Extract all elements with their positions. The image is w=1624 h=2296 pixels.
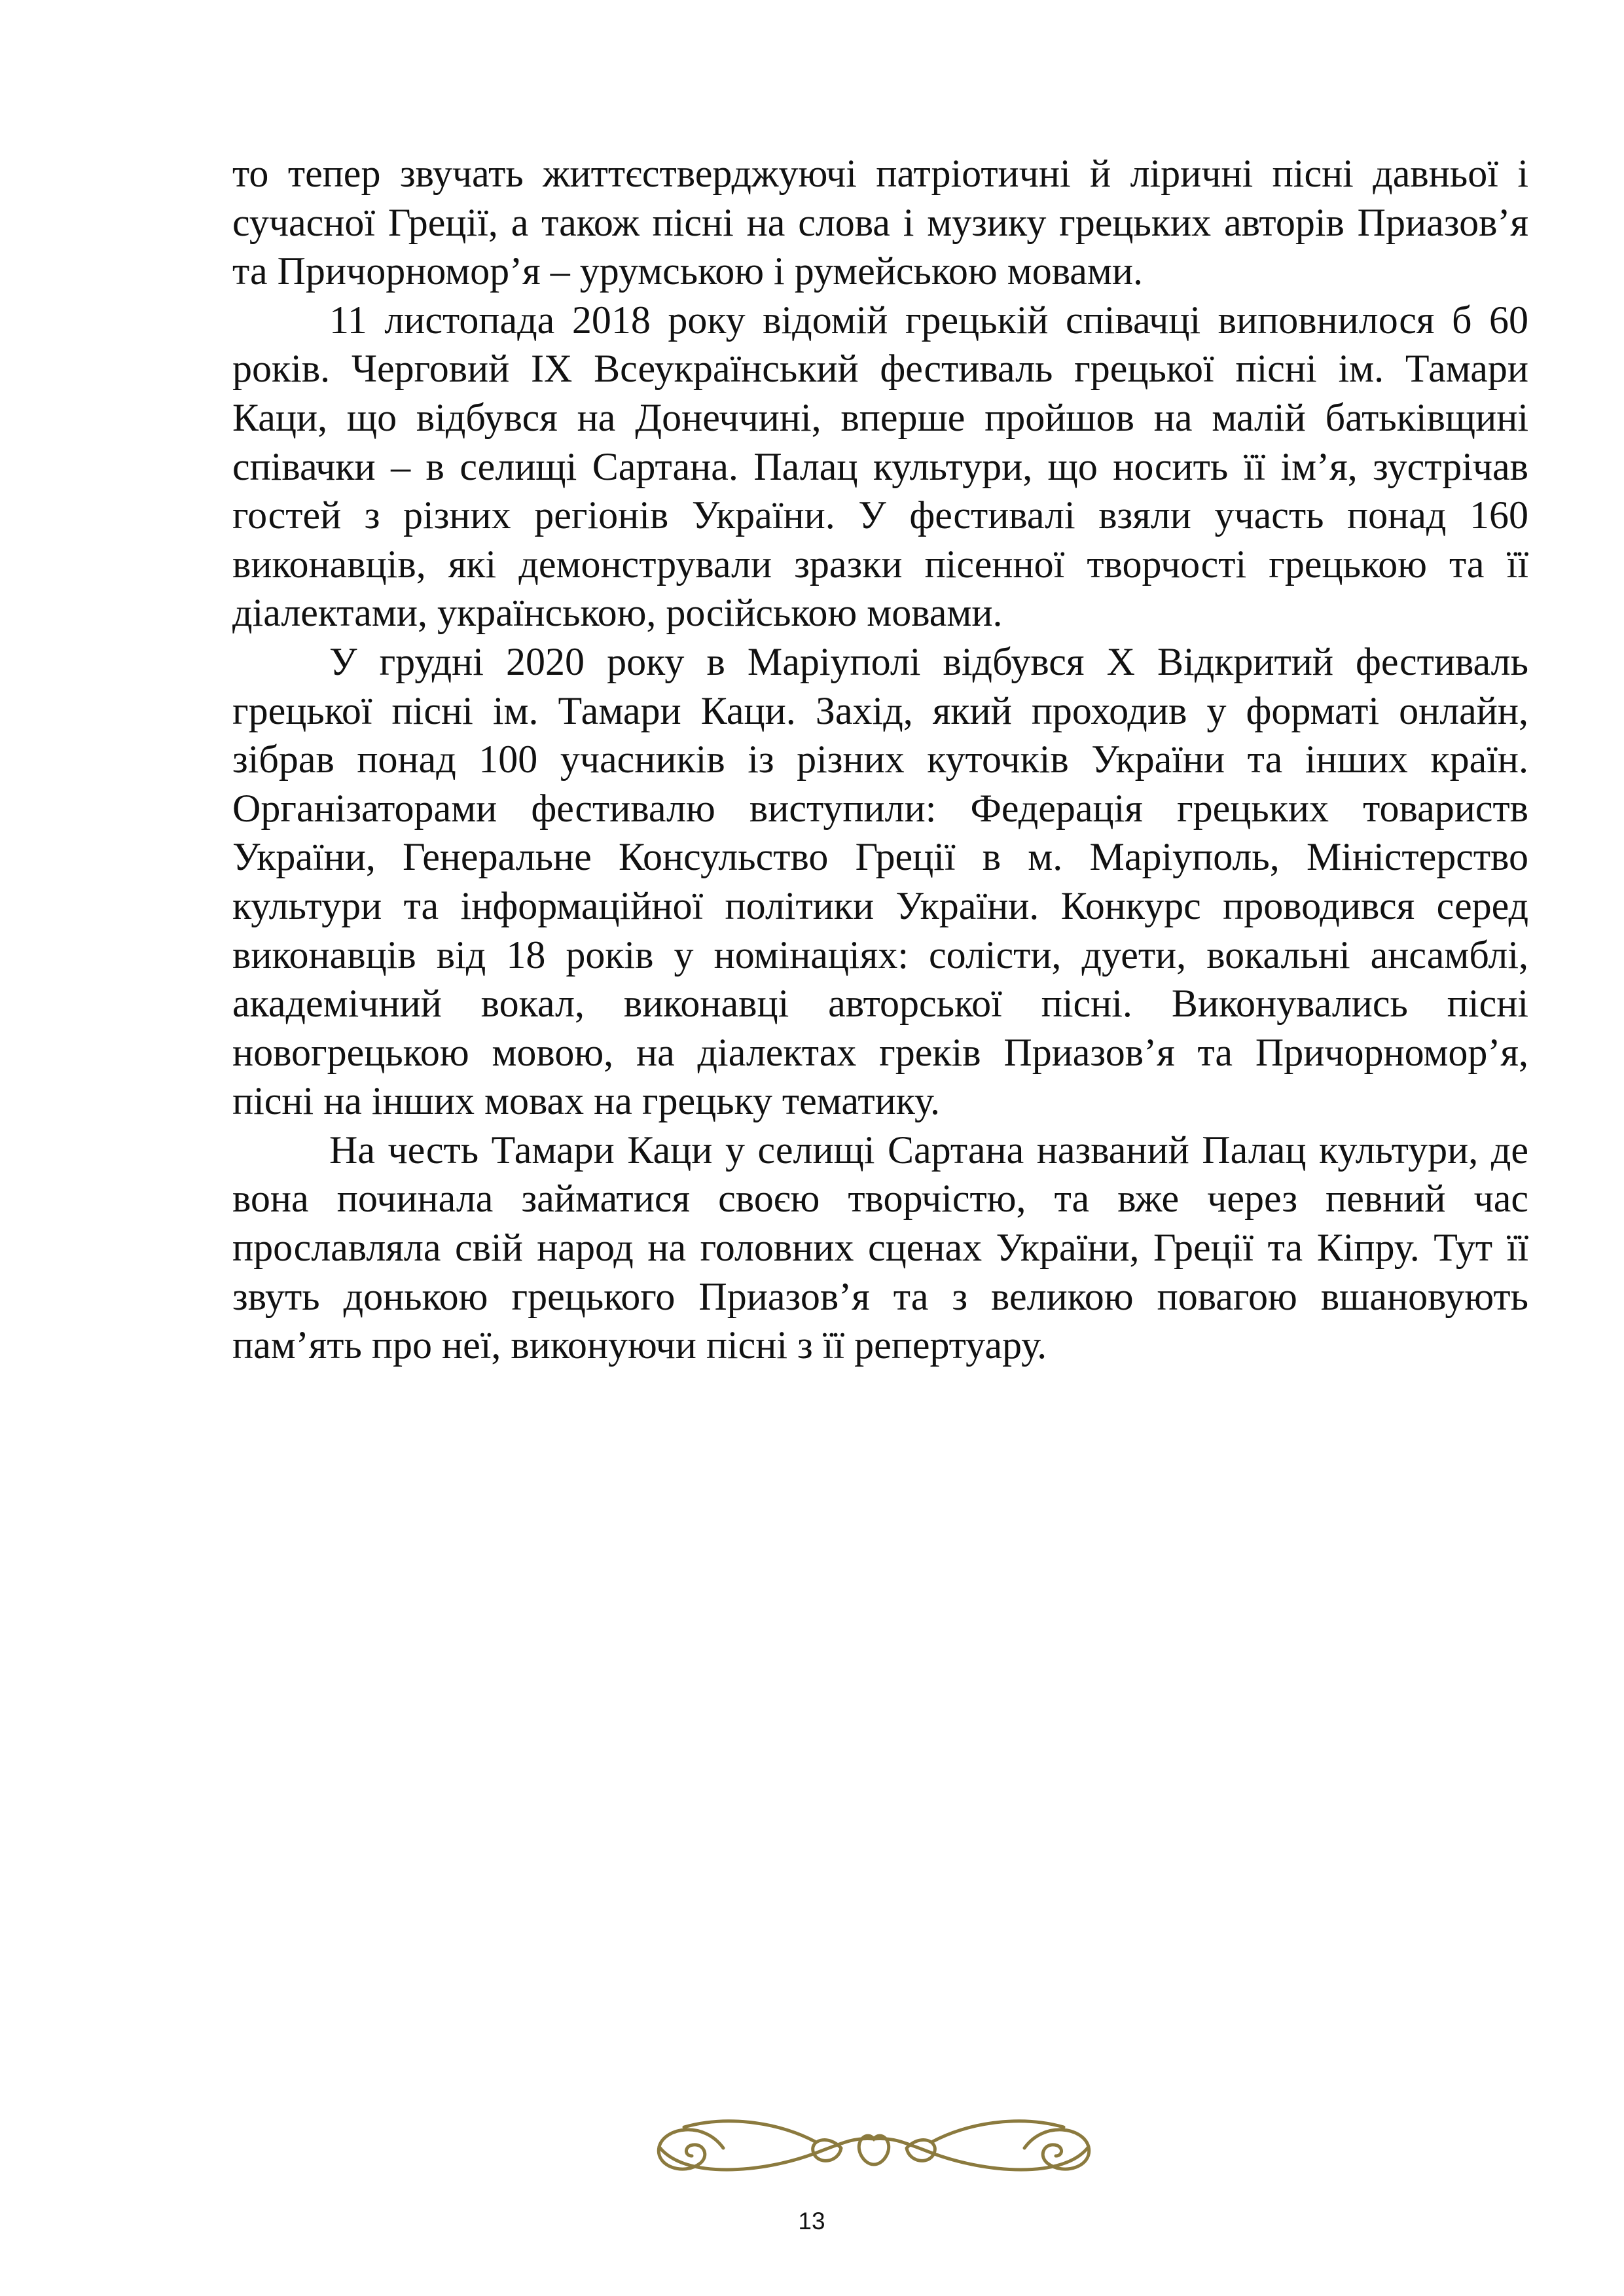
page-number: 13 bbox=[798, 2208, 825, 2234]
paragraph-1: то тепер звучать життєстверджуючі патріотичні й ліричні пісні давньої і сучасної Греції, а також пісні на слова і музику грецьких авторів Приазов’я та Причорномор’я – урумською і румейською мовами. bbox=[232, 152, 1528, 293]
body-text bbox=[232, 149, 1528, 1370]
paragraph-4: На честь Тамари Каци у селищі Сартана названий Палац культури, де вона починала займатися своєю творчістю, та вже через певний час прославляла свій народ на головних сценах України, Греції та Кіпру. Тут її звуть донькою грецького Приазов’я та з великою повагою вшановують пам’ять про неї, виконуючи пісні з її репертуару. bbox=[232, 1128, 1528, 1367]
paragraph-3: У грудні 2020 року в Маріуполі відбувся Х Відкритий фестиваль грецької пісні ім. Тамари Каци. Захід, який проходив у форматі онлайн, зібрав понад 100 учасників із різних куточків України та інших країн. Організаторами фестивалю виступили: Федерація грецьких товариств України, Генеральне Консульство Греції в м. Маріуполь, Міністерство культури та інформаційної політики України. Конкурс проводився серед виконавців від 18 років у номінаціях: солісти, дуети, вокальні ансамблі, академічний вокал, виконавці авторської пісні. Виконувались пісні новогрецькою мовою, на діалектах греків Приазов’я та Причорномор’я, пісні на інших мовах на грецьку тематику. bbox=[232, 639, 1528, 1123]
decorative-swirl-icon bbox=[645, 2108, 1103, 2186]
paragraph-2: 11 листопада 2018 року відомій грецькій співачці виповнилося б 60 років. Черговий ІХ Всеукраїнський фестиваль грецької пісні ім. Тамари Каци, що відбувся на Донеччині, вперше пройшов на малій батьківщині співачки – в селищі Сартана. Палац культури, що носить її ім’я, зустрічав гостей з різних регіонів України. У фестивалі взяли участь понад 160 виконавців, які демонстрували зразки пісенної творчості грецькою та її діалектами, українською, російською мовами. bbox=[232, 298, 1528, 635]
